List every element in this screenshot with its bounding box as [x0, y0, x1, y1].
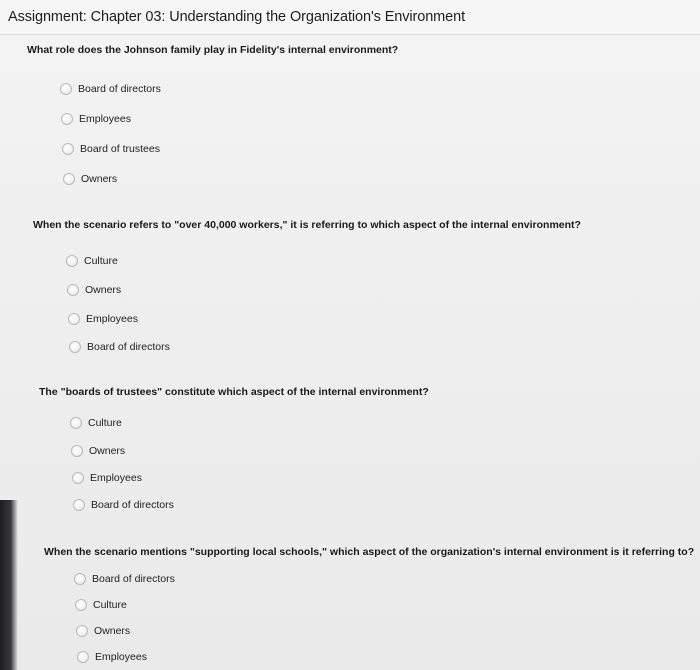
question-1-option-1[interactable] [60, 83, 161, 95]
radio-button[interactable] [61, 113, 73, 125]
assignment-header [0, 0, 700, 35]
radio-button[interactable] [74, 573, 86, 585]
radio-button[interactable] [73, 499, 85, 511]
screen-edge-shadow [0, 500, 18, 670]
radio-button[interactable] [67, 284, 79, 296]
question-4-option-3[interactable] [76, 625, 130, 637]
radio-button[interactable] [71, 445, 83, 457]
question-3-prompt: The "boards of trustees" constitute which aspect of the internal environment? [39, 386, 429, 398]
radio-button[interactable] [70, 417, 82, 429]
radio-button[interactable] [75, 599, 87, 611]
question-1-option-2[interactable] [61, 113, 131, 125]
question-3-option-4[interactable] [73, 499, 174, 511]
option-label: Board of trustees [80, 143, 160, 155]
question-3-option-3[interactable] [72, 472, 142, 484]
question-2-option-3[interactable] [68, 313, 138, 325]
question-1-prompt: What role does the Johnson family play in Fidelity's internal environment? [27, 44, 399, 56]
radio-button[interactable] [66, 255, 78, 267]
radio-button[interactable] [60, 83, 72, 95]
question-1-option-4[interactable] [63, 173, 117, 185]
option-label: Board of directors [78, 83, 161, 95]
option-label: Board of directors [91, 499, 174, 511]
question-4-option-4[interactable] [77, 651, 147, 663]
radio-button[interactable] [62, 143, 74, 155]
option-label: Owners [81, 173, 118, 185]
option-label: Employees [79, 113, 131, 125]
option-label: Employees [86, 313, 138, 325]
option-label: Employees [95, 651, 147, 663]
question-1-option-3[interactable] [62, 143, 160, 155]
question-2-option-1[interactable] [66, 255, 118, 267]
question-4-prompt: When the scenario mentions "supporting local schools," which aspect of the organization's internal environment is it referring to? [44, 546, 695, 558]
radio-button[interactable] [63, 173, 75, 185]
option-label: Board of directors [92, 573, 175, 585]
radio-button[interactable] [72, 472, 84, 484]
question-3-option-1[interactable] [70, 417, 122, 429]
option-label: Owners [85, 284, 122, 296]
radio-button[interactable] [76, 625, 88, 637]
question-2-prompt: When the scenario refers to "over 40,000 workers," it is referring to which aspect of the internal environment? [33, 219, 581, 231]
radio-button[interactable] [69, 341, 81, 353]
option-label: Board of directors [87, 341, 170, 353]
option-label: Owners [89, 445, 126, 457]
radio-button[interactable] [77, 651, 89, 663]
option-label: Culture [88, 417, 122, 429]
assignment-title: Assignment: Chapter 03: Understanding the Organization's Environment [8, 9, 466, 25]
option-label: Employees [90, 472, 142, 484]
question-4-option-1[interactable] [74, 573, 175, 585]
question-3-option-2[interactable] [71, 445, 125, 457]
question-2-option-4[interactable] [69, 341, 170, 353]
radio-button[interactable] [68, 313, 80, 325]
question-4-option-2[interactable] [75, 599, 127, 611]
question-2-option-2[interactable] [67, 284, 121, 296]
option-label: Culture [84, 255, 118, 267]
option-label: Owners [94, 625, 131, 637]
option-label: Culture [93, 599, 127, 611]
